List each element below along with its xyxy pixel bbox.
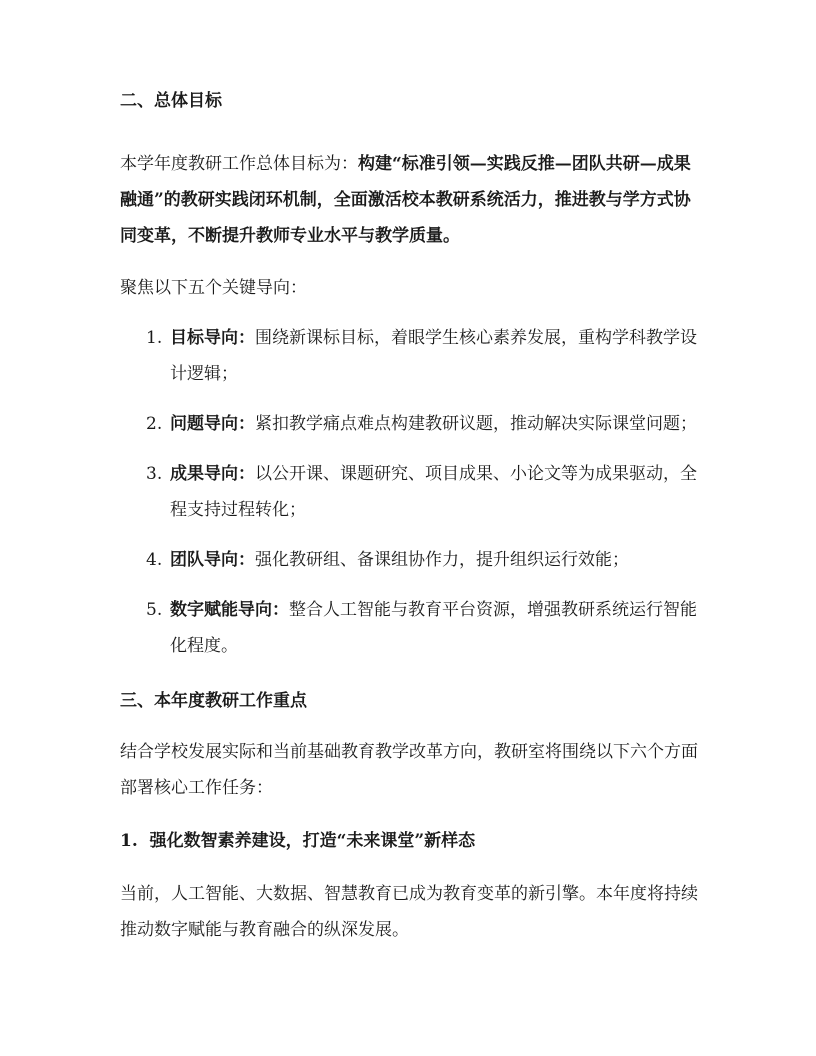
section-3-intro: 结合学校发展实际和当前基础教育教学改革方向，教研室将围绕以下六个方面部署核心工作任务： [120,742,698,798]
list-item-text: 围绕新课标目标，着眼学生核心素养发展，重构学科教学设计逻辑； [170,328,697,384]
list-number: 3. [146,464,163,484]
focus-intro: 聚焦以下五个关键导向： [120,278,307,298]
list-number: 5. [146,600,163,620]
section-2-title: 二、总体目标 [120,91,222,111]
goal-bold-text: 构建“标准引领—实践反推—团队共研—成果融通”的教研实践闭环机制，全面激活校本教研系统活力，推进教与学方式协同变革，不断提升教师专业水平与教学质量。 [120,154,691,246]
list-number: 1. [146,328,163,348]
list-item-label: 数字赋能导向： [170,600,289,620]
list-item-text: 以公开课、课题研究、项目成果、小论文等为成果驱动，全程支持过程转化； [170,464,697,520]
list-number: 4. [146,550,163,570]
list-item-label: 团队导向： [170,550,255,570]
list-item [120,592,700,664]
list-number: 2. [146,414,163,434]
list-item-label: 问题导向： [170,414,255,434]
list-item-text: 整合人工智能与教育平台资源，增强教研系统运行智能化程度。 [170,600,697,656]
section-3-title: 三、本年度教研工作重点 [120,691,307,711]
list-item [120,456,700,528]
subsection-1-title: 1. 强化数智素养建设，打造“未来课堂”新样态 [120,831,476,851]
document-page [120,88,700,948]
list-item-label: 成果导向： [170,464,255,484]
list-item [120,542,700,578]
goal-intro-text: 本学年度教研工作总体目标为： [120,154,358,174]
list-item [120,320,700,392]
subsection-1-text: 当前，人工智能、大数据、智慧教育已成为教育变革的新引擎。本年度将持续推动数字赋能与教育融合的纵深发展。 [120,884,698,940]
orientation-list [120,320,700,664]
list-item-text: 紧扣教学痛点难点构建教研议题，推动解决实际课堂问题； [255,414,697,434]
list-item-label: 目标导向： [170,328,255,348]
list-item-text: 强化教研组、备课组协作力，提升组织运行效能； [255,550,629,570]
goal-paragraph [120,146,700,254]
list-item [120,406,700,442]
